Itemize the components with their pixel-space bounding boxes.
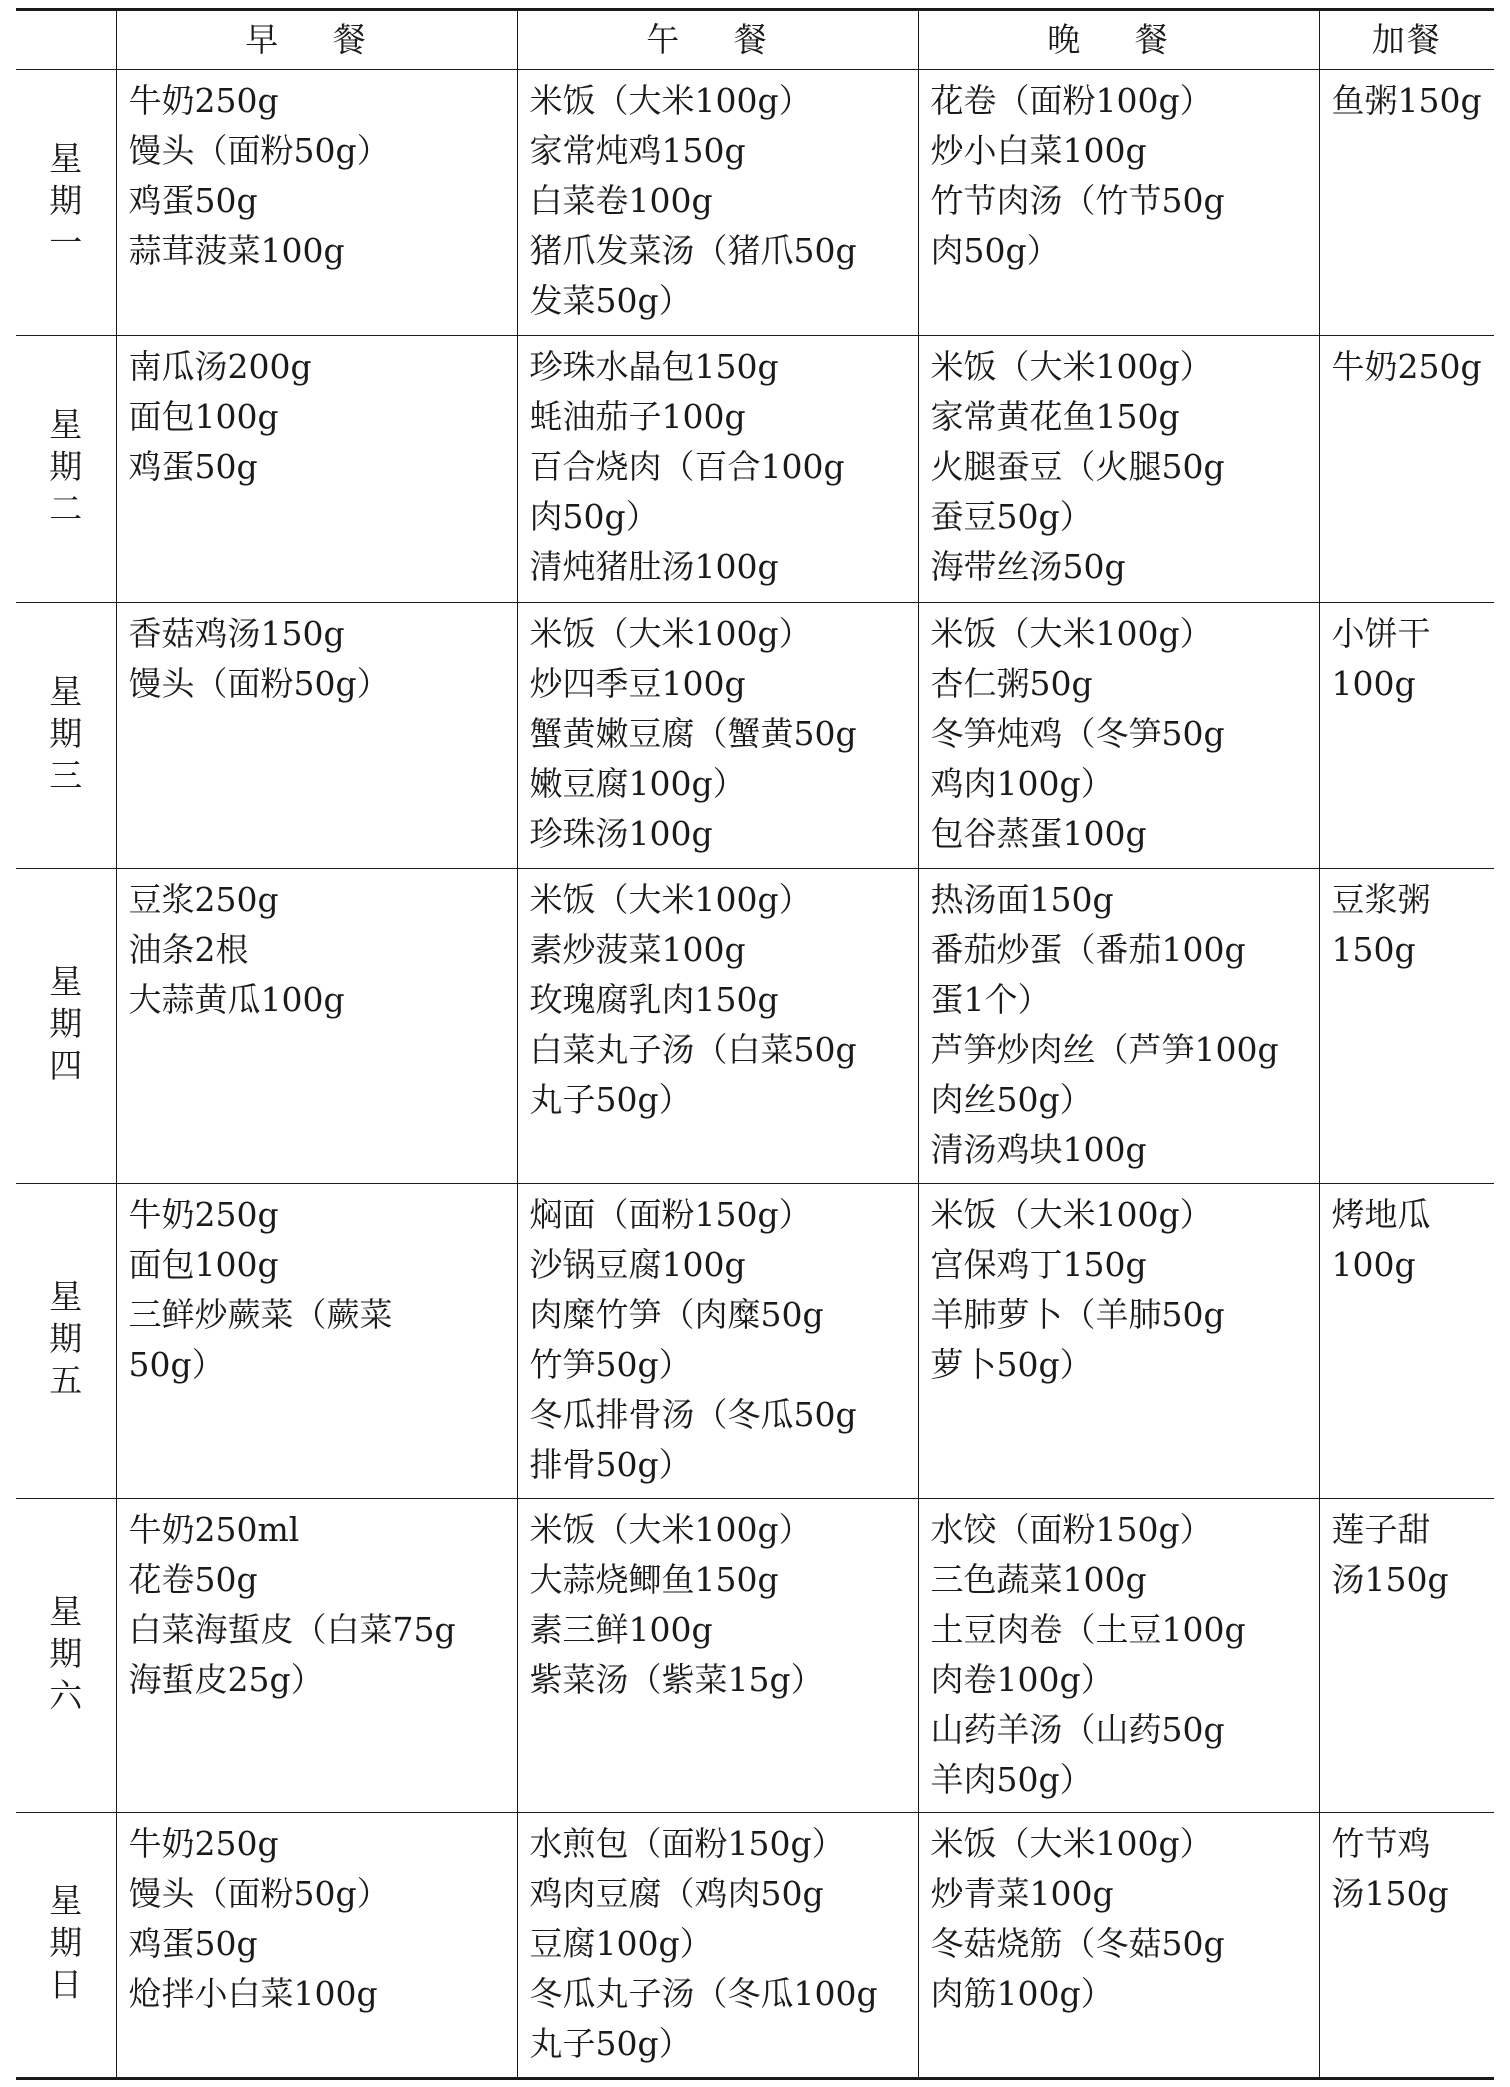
breakfast-item: 三鲜炒蕨菜（蕨菜 [128, 1295, 393, 1334]
snack-cell [1319, 1184, 1494, 1499]
lunch-item: 排骨50g） [529, 1445, 692, 1484]
breakfast-item: 油条2根 [128, 930, 249, 969]
breakfast-item: 炝拌小白菜100g [128, 1974, 378, 2013]
dinner-item: 番茄炒蛋（番茄100g [930, 930, 1246, 969]
table-row [16, 869, 1494, 1184]
lunch-item: 米饭（大米100g） [529, 81, 812, 120]
breakfast-item: 鸡蛋50g [128, 447, 258, 486]
lunch-item: 猪爪发菜汤（猪爪50g [529, 231, 857, 270]
snack-item: 150g [1331, 930, 1416, 969]
day-cell [16, 1184, 116, 1499]
lunch-cell [517, 869, 918, 1184]
lunch-item: 鸡肉豆腐（鸡肉50g [529, 1874, 824, 1913]
snack-cell [1319, 1499, 1494, 1813]
header-snack: 加餐 [1319, 10, 1494, 70]
dinner-item: 冬笋炖鸡（冬笋50g [930, 714, 1225, 753]
lunch-item: 水煎包（面粉150g） [529, 1824, 845, 1863]
snack-item: 100g [1331, 1245, 1416, 1284]
day-cell [16, 1499, 116, 1813]
breakfast-cell [116, 869, 517, 1184]
weekly-menu-table [16, 8, 1494, 2080]
dinner-item: 火腿蚕豆（火腿50g [930, 447, 1225, 486]
snack-item: 竹节鸡 [1331, 1824, 1431, 1863]
breakfast-item: 鸡蛋50g [128, 181, 258, 220]
snack-item: 豆浆粥 [1331, 880, 1431, 919]
dinner-item: 山药羊汤（山药50g [930, 1710, 1225, 1749]
dinner-item: 肉筋100g） [930, 1974, 1114, 2013]
day-cell [16, 336, 116, 603]
dinner-item: 萝卜50g） [930, 1345, 1093, 1384]
lunch-item: 沙锅豆腐100g [529, 1245, 746, 1284]
breakfast-item: 南瓜汤200g [128, 347, 312, 386]
dinner-item: 花卷（面粉100g） [930, 81, 1213, 120]
header-dinner: 晚 餐 [918, 10, 1319, 70]
breakfast-item: 馒头（面粉50g） [128, 1874, 390, 1913]
lunch-item: 珍珠汤100g [529, 814, 713, 853]
day-label: 星期六 [49, 1591, 83, 1715]
snack-cell [1319, 603, 1494, 869]
dinner-cell [918, 1499, 1319, 1813]
dinner-item: 米饭（大米100g） [930, 347, 1213, 386]
snack-item: 小饼干 [1331, 614, 1431, 653]
dinner-item: 米饭（大米100g） [930, 1824, 1213, 1863]
lunch-cell [517, 1499, 918, 1813]
breakfast-item: 鸡蛋50g [128, 1924, 258, 1963]
breakfast-item: 花卷50g [128, 1560, 258, 1599]
dinner-item: 宫保鸡丁150g [930, 1245, 1147, 1284]
breakfast-item: 香菇鸡汤150g [128, 614, 345, 653]
dinner-item: 米饭（大米100g） [930, 614, 1213, 653]
dinner-cell [918, 869, 1319, 1184]
snack-item: 汤150g [1331, 1874, 1449, 1913]
dinner-item: 米饭（大米100g） [930, 1195, 1213, 1234]
dinner-item: 热汤面150g [930, 880, 1114, 919]
lunch-cell [517, 1184, 918, 1499]
lunch-item: 冬瓜排骨汤（冬瓜50g [529, 1395, 857, 1434]
lunch-item: 丸子50g） [529, 1080, 692, 1119]
breakfast-cell [116, 336, 517, 603]
lunch-item: 米饭（大米100g） [529, 1510, 812, 1549]
breakfast-cell [116, 70, 517, 336]
lunch-cell [517, 603, 918, 869]
lunch-item: 紫菜汤（紫菜15g） [529, 1660, 824, 1699]
lunch-item: 大蒜烧鲫鱼150g [529, 1560, 779, 1599]
day-cell [16, 70, 116, 336]
snack-item: 100g [1331, 664, 1416, 703]
dinner-item: 海带丝汤50g [930, 547, 1126, 586]
breakfast-item: 豆浆250g [128, 880, 279, 919]
dinner-item: 杏仁粥50g [930, 664, 1093, 703]
snack-cell [1319, 70, 1494, 336]
snack-item: 牛奶250g [1331, 347, 1482, 386]
dinner-item: 肉丝50g） [930, 1080, 1093, 1119]
lunch-item: 豆腐100g） [529, 1924, 713, 1963]
lunch-cell [517, 70, 918, 336]
day-label: 星期四 [49, 962, 83, 1085]
lunch-item: 素三鲜100g [529, 1610, 713, 1649]
dinner-item: 蛋1个） [930, 980, 1051, 1019]
lunch-item: 白菜丸子汤（白菜50g [529, 1030, 857, 1069]
header-breakfast: 早 餐 [116, 10, 517, 70]
snack-item: 莲子甜 [1331, 1510, 1431, 1549]
breakfast-item: 牛奶250ml [128, 1510, 300, 1549]
dinner-cell [918, 336, 1319, 603]
lunch-item: 炒四季豆100g [529, 664, 746, 703]
header-day [16, 10, 116, 70]
lunch-item: 竹笋50g） [529, 1345, 692, 1384]
dinner-item: 土豆肉卷（土豆100g [930, 1610, 1246, 1649]
lunch-item: 玫瑰腐乳肉150g [529, 980, 779, 1019]
day-label: 星期日 [49, 1881, 83, 2004]
dinner-item: 肉卷100g） [930, 1660, 1114, 1699]
dinner-item: 竹节肉汤（竹节50g [930, 181, 1225, 220]
lunch-item: 素炒菠菜100g [529, 930, 746, 969]
lunch-item: 米饭（大米100g） [529, 880, 812, 919]
lunch-item: 米饭（大米100g） [529, 614, 812, 653]
table-row [16, 70, 1494, 336]
table-row [16, 1499, 1494, 1813]
dinner-item: 芦笋炒肉丝（芦笋100g [930, 1030, 1279, 1069]
dinner-cell [918, 1184, 1319, 1499]
dinner-item: 羊肺萝卜（羊肺50g [930, 1295, 1225, 1334]
lunch-item: 肉50g） [529, 497, 659, 536]
day-label: 星期二 [49, 405, 83, 528]
header-row [16, 10, 1494, 70]
dinner-item: 炒青菜100g [930, 1874, 1114, 1913]
dinner-item: 三色蔬菜100g [930, 1560, 1147, 1599]
lunch-item: 珍珠水晶包150g [529, 347, 779, 386]
breakfast-item: 牛奶250g [128, 81, 279, 120]
lunch-item: 百合烧肉（百合100g [529, 447, 845, 486]
menu-body [16, 70, 1494, 2079]
breakfast-cell [116, 1813, 517, 2079]
breakfast-item: 馒头（面粉50g） [128, 131, 390, 170]
table-row [16, 1813, 1494, 2079]
day-cell [16, 603, 116, 869]
dinner-cell [918, 70, 1319, 336]
breakfast-item: 蒜茸菠菜100g [128, 231, 345, 270]
lunch-item: 丸子50g） [529, 2024, 692, 2063]
breakfast-item: 面包100g [128, 1245, 279, 1284]
lunch-item: 蟹黄嫩豆腐（蟹黄50g [529, 714, 857, 753]
lunch-cell [517, 1813, 918, 2079]
breakfast-item: 牛奶250g [128, 1824, 279, 1863]
dinner-item: 家常黄花鱼150g [930, 397, 1180, 436]
lunch-item: 肉糜竹笋（肉糜50g [529, 1295, 824, 1334]
dinner-item: 冬菇烧筋（冬菇50g [930, 1924, 1225, 1963]
lunch-item: 蚝油茄子100g [529, 397, 746, 436]
snack-item: 汤150g [1331, 1560, 1449, 1599]
dinner-item: 羊肉50g） [930, 1760, 1093, 1799]
breakfast-item: 牛奶250g [128, 1195, 279, 1234]
dinner-item: 蚕豆50g） [930, 497, 1093, 536]
breakfast-cell [116, 1499, 517, 1813]
day-cell [16, 869, 116, 1184]
table-row [16, 336, 1494, 603]
breakfast-item: 面包100g [128, 397, 279, 436]
breakfast-item: 馒头（面粉50g） [128, 664, 390, 703]
lunch-item: 家常炖鸡150g [529, 131, 746, 170]
lunch-item: 焖面（面粉150g） [529, 1195, 812, 1234]
breakfast-item: 白菜海蜇皮（白菜75g [128, 1610, 456, 1649]
lunch-item: 嫩豆腐100g） [529, 764, 746, 803]
breakfast-item: 50g） [128, 1345, 225, 1384]
lunch-item: 白菜卷100g [529, 181, 713, 220]
breakfast-item: 大蒜黄瓜100g [128, 980, 345, 1019]
day-label: 星期三 [49, 671, 83, 795]
table-row [16, 603, 1494, 869]
lunch-cell [517, 336, 918, 603]
lunch-item: 发菜50g） [529, 281, 692, 320]
table-row [16, 1184, 1494, 1499]
dinner-cell [918, 1813, 1319, 2079]
snack-item: 烤地瓜 [1331, 1195, 1431, 1234]
breakfast-item: 海蜇皮25g） [128, 1660, 324, 1699]
breakfast-cell [116, 603, 517, 869]
dinner-item: 包谷蒸蛋100g [930, 814, 1147, 853]
dinner-item: 肉50g） [930, 231, 1060, 270]
dinner-item: 鸡肉100g） [930, 764, 1114, 803]
lunch-item: 清炖猪肚汤100g [529, 547, 779, 586]
dinner-item: 炒小白菜100g [930, 131, 1147, 170]
day-label: 星期一 [49, 138, 83, 262]
lunch-item: 冬瓜丸子汤（冬瓜100g [529, 1974, 878, 2013]
day-label: 星期五 [49, 1277, 83, 1400]
snack-cell [1319, 336, 1494, 603]
dinner-cell [918, 603, 1319, 869]
menu-page [16, 8, 1494, 2080]
snack-cell [1319, 869, 1494, 1184]
breakfast-cell [116, 1184, 517, 1499]
snack-item: 鱼粥150g [1331, 81, 1482, 120]
snack-cell [1319, 1813, 1494, 2079]
dinner-item: 清汤鸡块100g [930, 1130, 1147, 1169]
dinner-item: 水饺（面粉150g） [930, 1510, 1213, 1549]
header-lunch: 午 餐 [517, 10, 918, 70]
day-cell [16, 1813, 116, 2079]
